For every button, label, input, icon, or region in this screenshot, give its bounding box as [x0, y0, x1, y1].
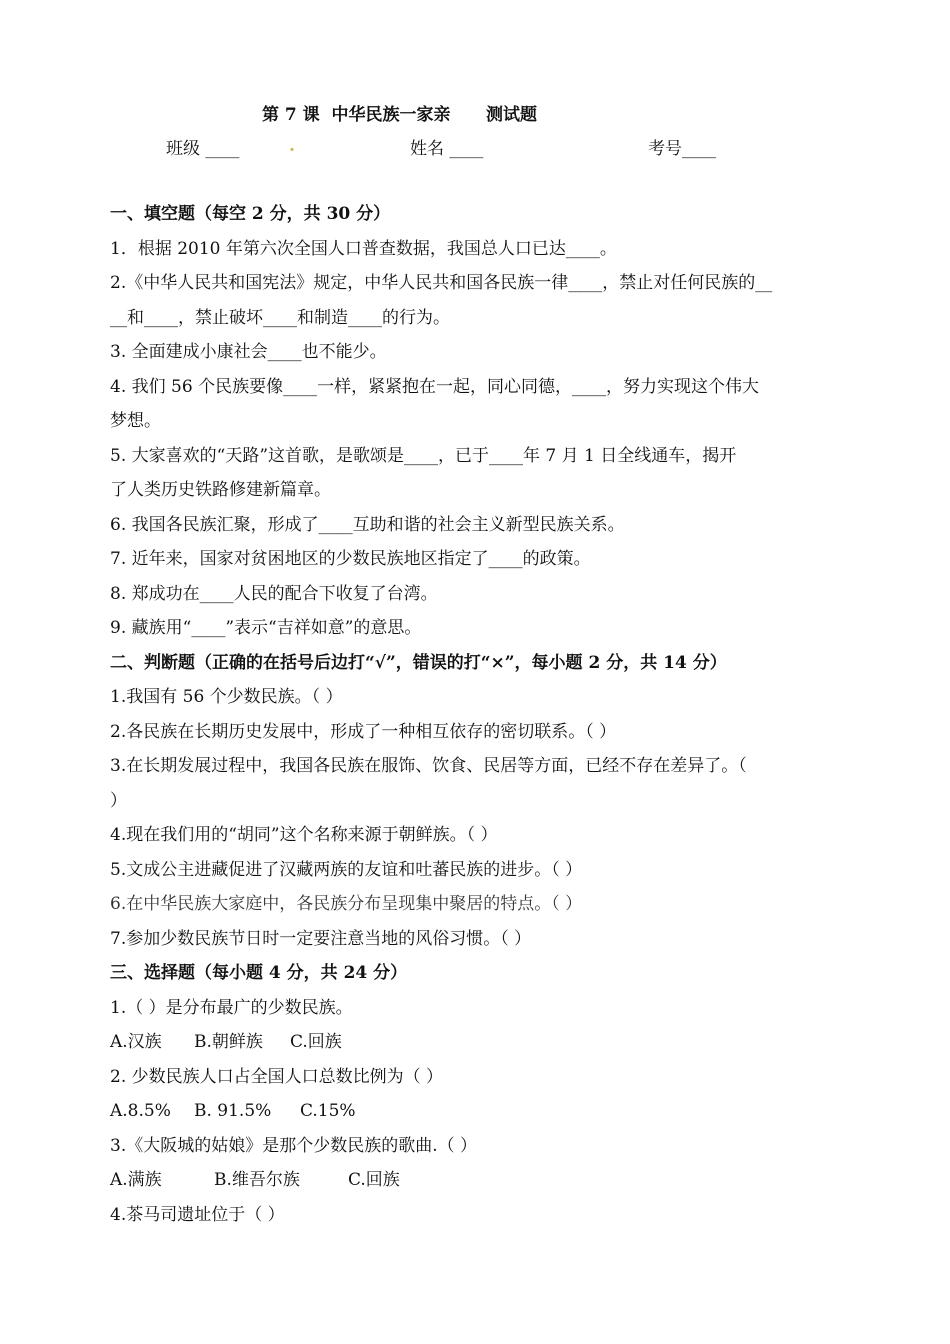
question-text: 4.茶马司遗址位于（ ） [110, 1204, 285, 1225]
question-text: 5.文成公主进藏促进了汉藏两族的友谊和吐蕃民族的进步。（ ） [110, 859, 583, 880]
exam-content [110, 197, 850, 1232]
option: A.8.5% [110, 1101, 171, 1121]
question-text: 1.（ ）是分布最广的少数民族。 [110, 997, 353, 1018]
name-field-label: 姓名 ____ [410, 139, 484, 159]
question-text: 4.现在我们用的“胡同”这个名称来源于朝鲜族。（ ） [110, 825, 498, 845]
section-heading-fill-blank: 一、填空题（每空 2 分，共 30 分） [110, 204, 391, 224]
question-text: 了人类历史铁路修建新篇章。 [110, 480, 331, 500]
question-text: 1．根据 2010 年第六次全国人口普查数据，我国总人口已达____。 [110, 238, 617, 259]
question-text: __和____，禁止破坏____和制造____的行为。 [110, 307, 450, 328]
question-text: 6.在中华民族大家庭中，各民族分布呈现集中聚居的特点。（ ） [110, 894, 583, 914]
question-text: ） [110, 790, 127, 811]
question-text: 8. 郑成功在____人民的配合下收复了台湾。 [110, 583, 438, 604]
question-text: 梦想。 [110, 411, 161, 431]
option: A.满族 [110, 1170, 162, 1190]
answer-options [110, 1163, 850, 1198]
question-text: 3.在长期发展过程中，我国各民族在服饰、饮食、民居等方面，已经不存在差异了。（ [110, 756, 747, 776]
answer-options [110, 1094, 850, 1129]
question-text: 4. 我们 56 个民族要像____一样，紧紧抱在一起，同心同德，____，努力实现这个伟大 [110, 376, 760, 397]
option: B.朝鲜族 [194, 1032, 263, 1052]
option: B. 91.5% [194, 1101, 272, 1121]
question-text: 7. 近年来，国家对贫困地区的少数民族地区指定了____的政策。 [110, 549, 591, 569]
section-heading-multiple-choice: 三、选择题（每小题 4 分，共 24 分） [110, 963, 408, 983]
class-field-label: 班级 ____ [166, 139, 240, 159]
option: A.汉族 [110, 1032, 162, 1052]
question-text: 1.我国有 56 个少数民族。（ ） [110, 687, 343, 707]
option: B.维吾尔族 [214, 1170, 300, 1190]
option: C.回族 [290, 1032, 342, 1052]
question-text: 5. 大家喜欢的“天路”这首歌，是歌颂是____，已于____年 7 月 1 日全线通车，揭开 [110, 445, 737, 466]
question-text: 9. 藏族用“____”表示“吉祥如意”的意思。 [110, 618, 422, 638]
question-text: 2.《中华人民共和国宪法》规定，中华人民共和国各民族一律____，禁止对任何民族的__ [110, 273, 773, 293]
question-text: 6. 我国各民族汇聚，形成了____互助和谐的社会主义新型民族关系。 [110, 514, 625, 535]
answer-options [110, 1025, 850, 1060]
question-text: 7.参加少数民族节日时一定要注意当地的风俗习惯。（ ） [110, 928, 532, 949]
exam-number-field-label: 考号____ [648, 139, 716, 159]
question-text: 3.《大阪城的姑娘》是那个少数民族的歌曲.（ ） [110, 1135, 478, 1156]
stray-dot: . [289, 136, 295, 156]
question-text: 3. 全面建成小康社会____也不能少。 [110, 342, 387, 362]
option: C.15% [300, 1101, 356, 1121]
option: C.回族 [348, 1170, 400, 1190]
section-heading-true-false: 二、判断题（正确的在括号后边打“√”，错误的打“×”，每小题 2 分，共 14 分） [110, 652, 727, 673]
question-text: 2.各民族在长期历史发展中，形成了一种相互依存的密切联系。（ ） [110, 721, 617, 742]
page-title: 第 7 课 中华民族一家亲 测试题 [262, 105, 538, 125]
question-text: 2. 少数民族人口占全国人口总数比例为（ ） [110, 1066, 444, 1087]
